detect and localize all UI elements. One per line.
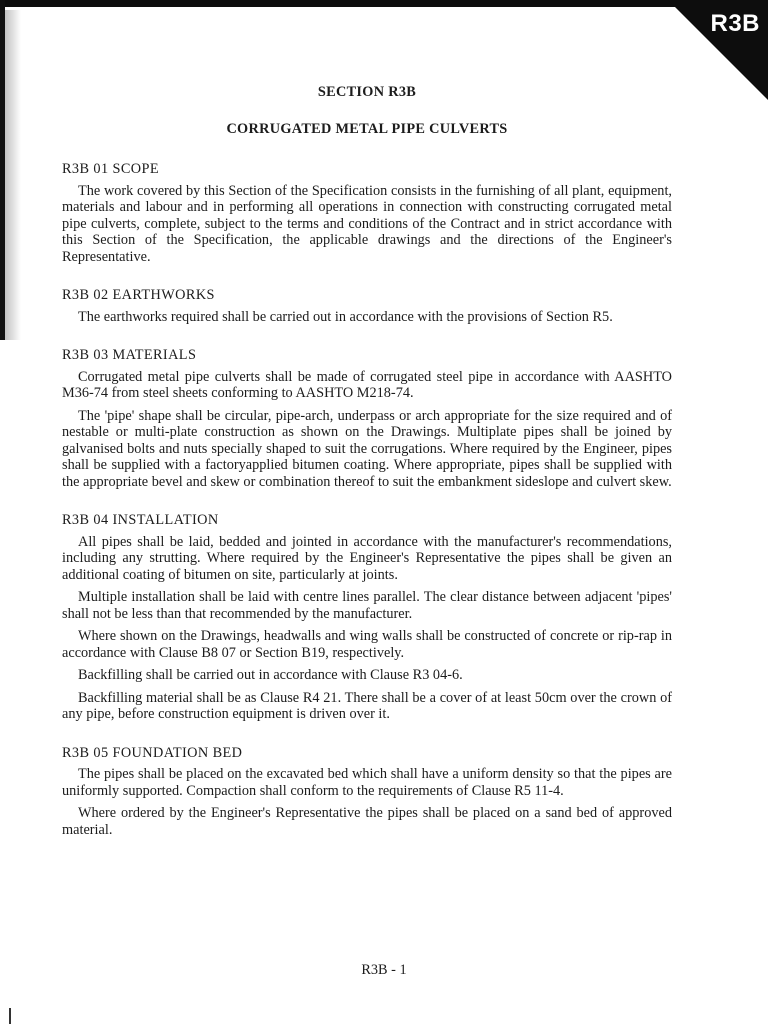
document-body bbox=[62, 84, 672, 860]
section-heading: SECTION R3B bbox=[317, 84, 417, 100]
document-title: CORRUGATED METAL PIPE CULVERTS bbox=[226, 120, 508, 137]
top-border bbox=[0, 0, 768, 7]
section-materials bbox=[62, 347, 672, 490]
paragraph: Backfilling material shall be as Clause R4 21. There shall be a cover of at least 50cm over the crown of any pipe, before construction equipment is driven over it. bbox=[62, 689, 672, 722]
paragraph: Corrugated metal pipe culverts shall be made of corrugated steel pipe in accordance with AASHTO M36-74 from steel sheets conforming to AASHTO M218-74. bbox=[62, 368, 672, 401]
section-title: R3B 04 INSTALLATION bbox=[62, 512, 219, 528]
paragraph: Where ordered by the Engineer's Representative the pipes shall be placed on a sand bed of approved material. bbox=[62, 805, 672, 838]
left-edge-shadow bbox=[5, 10, 21, 340]
paragraph: The work covered by this Section of the Specification consists in the furnishing of all plant, equipment, materials and labour and in performing all operations in connection with constructing corrugated metal pipe culverts, complete, subject to the terms and conditions of the Contract and in strict accordance with this Section of the Specification, the applicable drawings and the directions of the Engineer's Representative. bbox=[62, 182, 672, 265]
section-title: R3B 01 SCOPE bbox=[62, 161, 159, 177]
section-title: R3B 05 FOUNDATION BED bbox=[62, 744, 243, 761]
page-number: R3B - 1 bbox=[361, 962, 407, 978]
section-title: R3B 02 EARTHWORKS bbox=[62, 287, 215, 303]
paragraph: The pipes shall be placed on the excavated bed which shall have a uniform density so that the pipes are uniformly supported. Compaction shall conform to the requirements of Clause R5 11-4. bbox=[62, 766, 672, 799]
section-scope bbox=[62, 161, 672, 265]
corner-tab-label: R3B bbox=[710, 10, 760, 37]
section-title: R3B 03 MATERIALS bbox=[62, 347, 197, 363]
section-installation bbox=[62, 512, 672, 723]
paragraph: Where shown on the Drawings, headwalls and wing walls shall be constructed of concrete or rip-rap in accordance with Clause B8 07 or Section B19, respectively. bbox=[62, 628, 672, 661]
paragraph: Multiple installation shall be laid with centre lines parallel. The clear distance between adjacent 'pipes' shall not be less than that recommended by the manufacturer. bbox=[62, 589, 672, 622]
bottom-edge-mark bbox=[9, 1008, 11, 1024]
paragraph: The 'pipe' shape shall be circular, pipe-arch, underpass or arch appropriate for the size required and of nestable or multi-plate construction as shown on the Drawings. Multiplate pipes shall be joined by galvanised bolts and nuts specially shaped to suit the corrugations. Where required by the Engineer, pipes shall be supplied with a factoryapplied bitumen coating. Where appropriate, pipes shall be supplied with the appropriate bevel and skew or combination thereof to suit the embankment sideslope and culvert skew. bbox=[62, 407, 672, 490]
section-foundation-bed bbox=[62, 745, 672, 839]
paragraph: The earthworks required shall be carried out in accordance with the provisions of Section R5. bbox=[78, 308, 613, 325]
paragraph: All pipes shall be laid, bedded and jointed in accordance with the manufacturer's recommendations, including any strutting. Where required by the Engineer's Representative the pipes shall be given an additional coating of bitumen on site, particularly at joints. bbox=[62, 533, 672, 583]
paragraph: Backfilling shall be carried out in accordance with Clause R3 04-6. bbox=[78, 667, 463, 683]
section-earthworks bbox=[62, 287, 672, 325]
